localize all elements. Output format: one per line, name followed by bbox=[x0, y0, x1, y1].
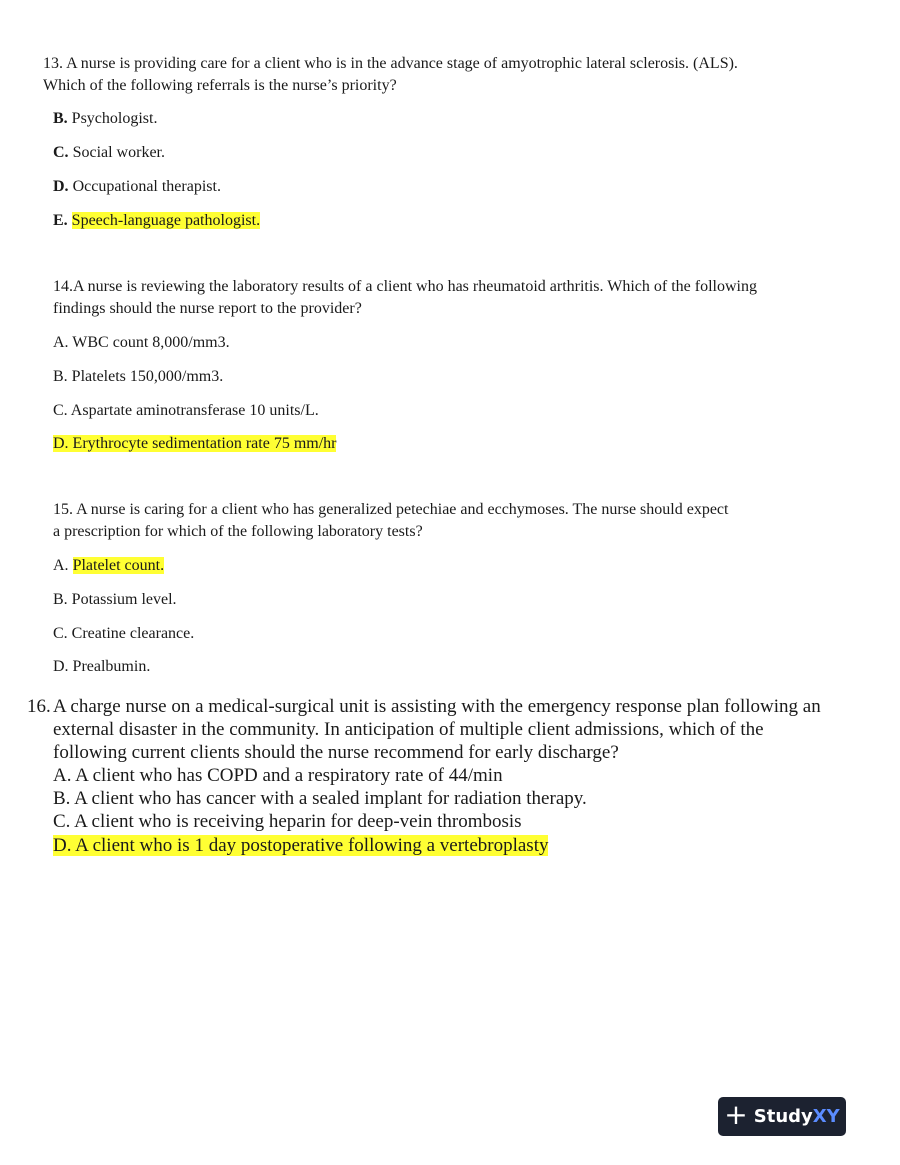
studyxy-logo[interactable] bbox=[718, 1097, 846, 1136]
answer-highlight: D. Erythrocyte sedimentation rate 75 mm/hr bbox=[53, 435, 337, 452]
question-16-option-c: C. A client who is receiving heparin for deep-vein thrombosis bbox=[53, 811, 522, 832]
question-13-option-e: E. Speech-language pathologist. bbox=[53, 212, 261, 229]
answer-highlight: D. A client who is 1 day postoperative following a vertebroplasty bbox=[53, 835, 549, 856]
question-13-option-b: B. Psychologist. bbox=[53, 110, 158, 127]
question-15-option-c: C. Creatine clearance. bbox=[53, 625, 195, 642]
question-14-stem: 14.A nurse is reviewing the laboratory results of a client who has rheumatoid arthritis. Which of the following findings should the nurse report to the provider? bbox=[53, 278, 757, 317]
question-16-stem: A charge nurse on a medical-surgical unit is assisting with the emergency response plan following an external disaster in the community. In anticipation of multiple client admissions, which of the following current clients should the nurse recommend for early discharge? bbox=[53, 696, 821, 763]
question-15-option-b: B. Potassium level. bbox=[53, 591, 177, 608]
question-15-option-a: A. Platelet count. bbox=[53, 557, 165, 574]
question-14-option-d bbox=[53, 433, 336, 455]
question-14-option-b: B. Platelets 150,000/mm3. bbox=[53, 368, 224, 385]
question-13-option-c: C. Social worker. bbox=[53, 144, 165, 161]
question-16-option-d bbox=[53, 834, 548, 857]
question-15-option-d: D. Prealbumin. bbox=[53, 658, 151, 675]
question-13-option-d: D. Occupational therapist. bbox=[53, 178, 221, 195]
question-13-stem: 13. A nurse is providing care for a client who is in the advance stage of amyotrophic lateral sclerosis. (ALS). Which of the following referrals is the nurse’s priority? bbox=[43, 55, 738, 94]
question-16-option-b: B. A client who has cancer with a sealed implant for radiation therapy. bbox=[53, 788, 587, 809]
answer-highlight: Speech-language pathologist. bbox=[71, 212, 261, 229]
question-14-option-a: A. WBC count 8,000/mm3. bbox=[53, 334, 230, 351]
question-13 bbox=[43, 53, 843, 229]
question-16-number: 16. bbox=[27, 696, 51, 717]
answer-highlight: Platelet count. bbox=[72, 557, 165, 574]
logo-text: StudyXY bbox=[753, 1106, 840, 1127]
plus-icon: + bbox=[724, 1098, 748, 1131]
question-16-option-a: A. A client who has COPD and a respiratory rate of 44/min bbox=[53, 765, 503, 786]
question-15-stem: 15. A nurse is caring for a client who has generalized petechiae and ecchymoses. The nurse should expect a prescription for which of the following laboratory tests? bbox=[53, 501, 729, 540]
question-15 bbox=[53, 499, 833, 675]
question-14-option-c: C. Aspartate aminotransferase 10 units/L. bbox=[53, 402, 319, 419]
question-14 bbox=[53, 276, 853, 452]
